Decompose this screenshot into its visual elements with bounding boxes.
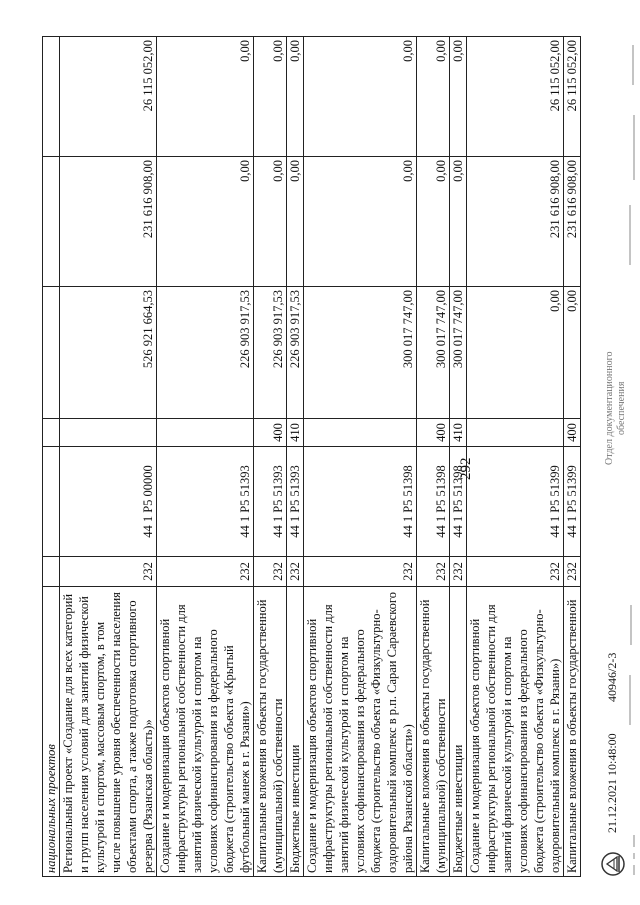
cell-ved: 232 [304, 557, 417, 587]
cell-sum-1: 0,00 [467, 287, 564, 419]
footer-doc-number: 40946/2-3 [605, 652, 619, 702]
cell-kvr: 410 [450, 419, 467, 447]
cell-kvr [304, 419, 417, 447]
page-number: 292 [458, 457, 474, 480]
cell-name: Создание и модернизация объектов спортивной инфраструктуры региональной собственности для занятий физической культурой и спортом на условиях софинансирования из федерального бюджета (строительство объекта «Физкультурно-оздоровительный комплекс в г. Рязани») [467, 587, 564, 877]
cell-sum-1: 226 903 917,53 [157, 287, 254, 419]
cell-name: Бюджетные инвестиции [450, 587, 467, 877]
cell-sum-2: 231 616 908,00 [60, 157, 157, 287]
stamp-line-2: обеспечения [615, 381, 627, 435]
cell-kcsr: 44 1 P5 00000 [60, 447, 157, 557]
cell-sum-3: 0,00 [304, 37, 417, 157]
cell-sum-2 [43, 157, 60, 287]
cell-ved: 232 [450, 557, 467, 587]
stamp-line-1: Отдел документационного [604, 351, 615, 465]
cell-kvr: 400 [564, 419, 581, 447]
cell-sum-2: 0,00 [304, 157, 417, 287]
table-row [417, 37, 450, 877]
cell-sum-2: 0,00 [417, 157, 450, 287]
cell-sum-3: 26 115 052,00 [564, 37, 581, 157]
table-row [254, 37, 287, 877]
cell-name: Бюджетные инвестиции [287, 587, 304, 877]
cell-kvr: 410 [287, 419, 304, 447]
cell-sum-3: 26 115 052,00 [467, 37, 564, 157]
footer [596, 17, 636, 877]
cell-sum-3: 0,00 [157, 37, 254, 157]
cell-sum-1: 0,00 [564, 287, 581, 419]
cell-name: Капитальные вложения в объекты государственной (муниципальной) собственности [254, 587, 287, 877]
cell-kcsr: 44 1 P5 51398 [304, 447, 417, 557]
cell-sum-2: 0,00 [157, 157, 254, 287]
cell-kvr [43, 419, 60, 447]
cell-name: Создание и модернизация объектов спортивной инфраструктуры региональной собственности для занятий физической культурой и спортом на условиях софинансирования из федерального бюджета (строительство объекта «Физкультурно-оздоровительный комплекс в р.п. Сараи Сараевского района Рязанской области») [304, 587, 417, 877]
cell-kcsr: 44 1 P5 51399 [467, 447, 564, 557]
cell-ved: 232 [417, 557, 450, 587]
cell-name: национальных проектов [43, 587, 60, 877]
table-row [450, 37, 467, 877]
cell-ved [43, 557, 60, 587]
cell-kcsr [43, 447, 60, 557]
cell-sum-3: 0,00 [417, 37, 450, 157]
table-row [304, 37, 417, 877]
table-row [564, 37, 581, 877]
cell-sum-2: 231 616 908,00 [564, 157, 581, 287]
cell-sum-1: 300 017 747,00 [417, 287, 450, 419]
cell-sum-1 [43, 287, 60, 419]
cell-sum-1: 526 921 664,53 [60, 287, 157, 419]
cell-kcsr: 44 1 P5 51393 [254, 447, 287, 557]
cell-sum-3 [43, 37, 60, 157]
cell-sum-2: 231 616 908,00 [467, 157, 564, 287]
cell-sum-3: 0,00 [254, 37, 287, 157]
cell-sum-1: 300 017 747,00 [304, 287, 417, 419]
cell-sum-1: 226 903 917,53 [254, 287, 287, 419]
regional-coat-of-arms-icon [600, 851, 626, 877]
cell-ved: 232 [157, 557, 254, 587]
cell-sum-1: 226 903 917,53 [287, 287, 304, 419]
cell-kcsr: 44 1 P5 51399 [564, 447, 581, 557]
table-row [287, 37, 304, 877]
cell-name: Капитальные вложения в объекты государственной [564, 587, 581, 877]
table-row [60, 37, 157, 877]
cell-kcsr: 44 1 P5 51393 [157, 447, 254, 557]
cell-kvr: 400 [417, 419, 450, 447]
cell-name: Региональный проект «Создание для всех категорий и групп населения условий для занятий физической культурой и спортом, массовым спортом, в том числе повышение уровня обеспеченности населения объектами спорта, а также подготовка спортивного резерва (Рязанская область)» [60, 587, 157, 877]
table-row [43, 37, 60, 877]
cell-sum-1: 300 017 747,00 [450, 287, 467, 419]
cell-kvr [157, 419, 254, 447]
cell-sum-2: 0,00 [287, 157, 304, 287]
cell-ved: 232 [254, 557, 287, 587]
cell-ved: 232 [467, 557, 564, 587]
department-stamp [604, 352, 627, 465]
cell-ved: 232 [60, 557, 157, 587]
cell-sum-3: 26 115 052,00 [60, 37, 157, 157]
table-row [467, 37, 564, 877]
cell-sum-2: 0,00 [254, 157, 287, 287]
cell-kvr [467, 419, 564, 447]
cell-kvr: 400 [254, 419, 287, 447]
cell-sum-3: 0,00 [287, 37, 304, 157]
table-row [157, 37, 254, 877]
cell-ved: 232 [564, 557, 581, 587]
budget-table [42, 36, 581, 877]
cell-sum-2: 0,00 [450, 157, 467, 287]
cell-name: Создание и модернизация объектов спортивной инфраструктуры региональной собственности для занятий физической культурой и спортом на условиях софинансирования из федерального бюджета (строительство объекта «Крытый футбольный манеж в г. Рязани») [157, 587, 254, 877]
cell-kcsr: 44 1 P5 51398 [417, 447, 450, 557]
footer-datetime: 21.12.2021 10:48:00 [605, 733, 619, 833]
cell-kcsr: 44 1 P5 51393 [287, 447, 304, 557]
cell-kvr [60, 419, 157, 447]
cell-kcsr: 44 1 P5 51398 [450, 447, 467, 557]
cell-name: Капитальные вложения в объекты государственной (муниципальной) собственности [417, 587, 450, 877]
cell-sum-3: 0,00 [450, 37, 467, 157]
cell-ved: 232 [287, 557, 304, 587]
